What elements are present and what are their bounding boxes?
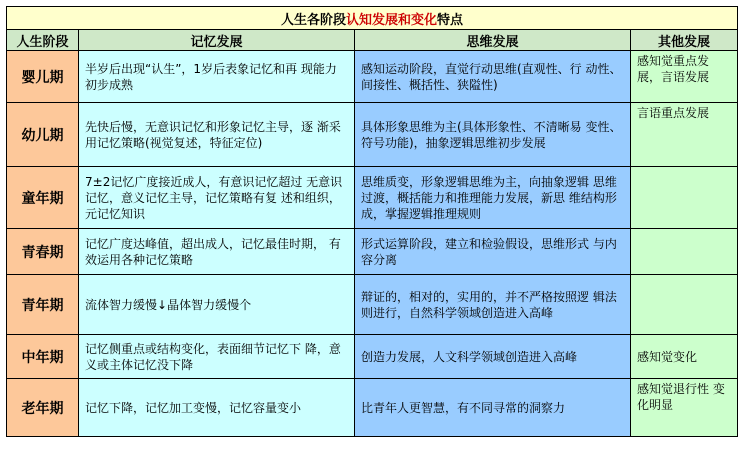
header-other: 其他发展	[631, 30, 738, 51]
table-row	[7, 51, 738, 103]
header-thinking: 思维发展	[355, 30, 631, 51]
thinking-cell: 思维质变，形象逻辑思维为主，向抽象逻辑 思维过渡，概括能力和推理能力发展，新思 维结构形成，掌握逻辑推理规则	[355, 167, 631, 229]
memory-text: 流体智力缓慢	[85, 297, 158, 312]
thinking-cell: 形式运算阶段，建立和检验假设，思维形式 与内容分离	[355, 229, 631, 275]
other-cell: 言语重点发展	[631, 103, 738, 167]
other-cell	[631, 167, 738, 229]
stage-cell: 老年期	[7, 379, 79, 437]
memory-cell: 记忆下降，记忆加工变慢，记忆容量变小	[79, 379, 355, 437]
stage-cell: 青春期	[7, 229, 79, 275]
thinking-cell: 感知运动阶段，直觉行动思维(直观性、行 动性、间接性、概括性、狭隘性)	[355, 51, 631, 103]
table-row	[7, 275, 738, 335]
table-row	[7, 379, 738, 437]
stage-cell: 青年期	[7, 275, 79, 335]
cognitive-development-table	[6, 6, 738, 437]
memory-cell: 7±2记忆广度接近成人，有意识记忆超过 无意识记忆，意义记忆主导，记忆策略有复 述和组织，元记忆知识	[79, 167, 355, 229]
stage-cell: 童年期	[7, 167, 79, 229]
thinking-cell: 具体形象思维为主(具体形象性、不清晰易 变性、符号功能)，抽象逻辑思维初步发展	[355, 103, 631, 167]
memory-cell: 记忆广度达峰值，超出成人，记忆最佳时期， 有效运用各种记忆策略	[79, 229, 355, 275]
other-cell: 感知觉变化	[631, 335, 738, 379]
thinking-cell: 创造力发展，人文科学领域创造进入高峰	[355, 335, 631, 379]
memory-text-tail: 晶体智力缓慢个	[167, 297, 252, 312]
cognitive-development-table-container	[6, 6, 737, 437]
table-row	[7, 167, 738, 229]
thinking-cell: 比青年人更智慧，有不同寻常的洞察力	[355, 379, 631, 437]
stage-cell: 婴儿期	[7, 51, 79, 103]
table-header-row	[7, 30, 738, 51]
title-highlight: 认知发展和变化	[346, 12, 438, 28]
header-stage: 人生阶段	[7, 30, 79, 51]
header-memory: 记忆发展	[79, 30, 355, 51]
stage-cell: 幼儿期	[7, 103, 79, 167]
table-row	[7, 229, 738, 275]
other-cell	[631, 275, 738, 335]
table-row	[7, 103, 738, 167]
title-suffix: 特点	[437, 12, 464, 28]
other-cell	[631, 229, 738, 275]
thinking-cell: 辩证的，相对的，实用的，并不严格按照逻 辑法则进行，自然科学领域创造进入高峰	[355, 275, 631, 335]
other-cell: 感知觉重点发 展，言语发展	[631, 51, 738, 103]
other-cell: 感知觉退行性 变化明显	[631, 379, 738, 437]
memory-cell	[79, 275, 355, 335]
down-arrow-icon: ↓	[157, 297, 168, 312]
title-prefix: 人生各阶段	[281, 12, 347, 28]
stage-cell: 中年期	[7, 335, 79, 379]
table-title-row	[7, 7, 738, 30]
memory-cell: 先快后慢，无意识记忆和形象记忆主导，逐 渐采用记忆策略(视觉复述，特征定位)	[79, 103, 355, 167]
memory-cell: 半岁后出现“认生”，1岁后表象记忆和再 现能力初步成熟	[79, 51, 355, 103]
memory-cell: 记忆侧重点或结构变化，表面细节记忆下 降，意义或主体记忆没下降	[79, 335, 355, 379]
table-title	[7, 7, 738, 30]
table-row	[7, 335, 738, 379]
